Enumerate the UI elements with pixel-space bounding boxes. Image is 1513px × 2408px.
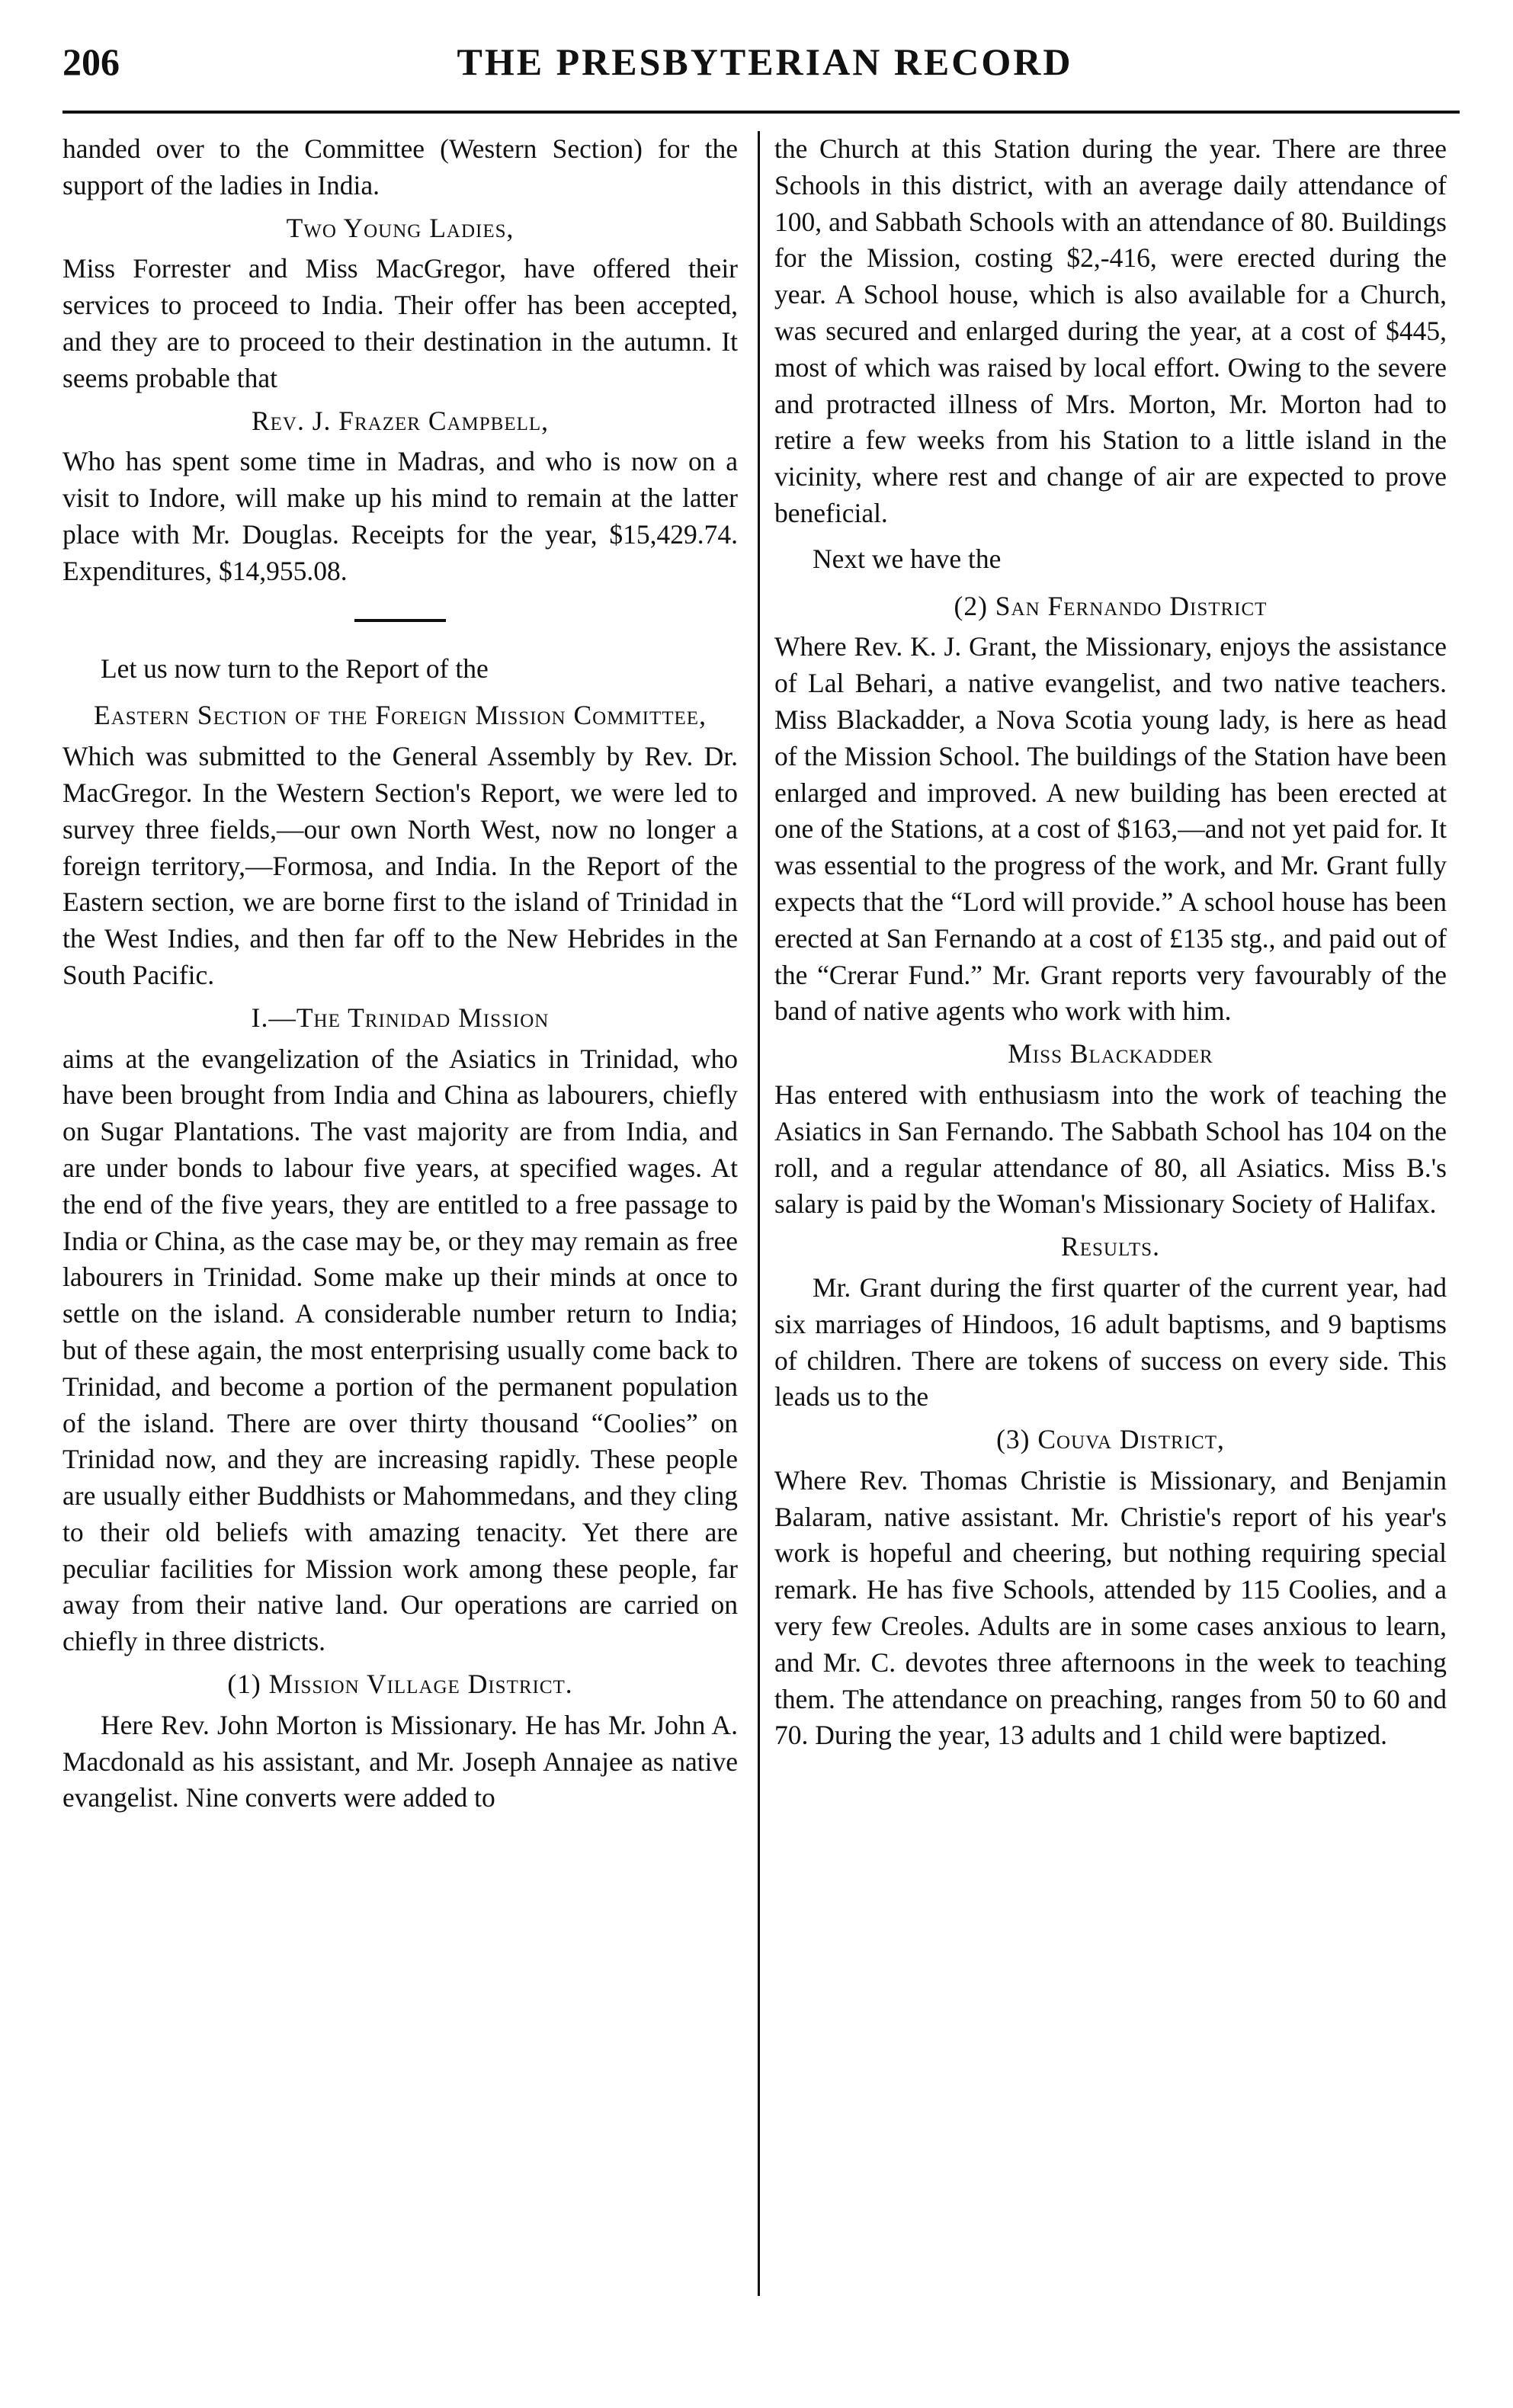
paragraph: Has entered with enthusiasm into the work of teaching the Asiatics in San Fernando. The Sabbath School has 104 on the roll, and a regular attendance of 80, all Asiatics. Miss B.'s salary is paid by the Woman's Missionary Society of Halifax. xyxy=(774,1079,1447,1220)
section-heading: Two Young Ladies, xyxy=(286,212,514,243)
section-heading: (1) Mission Village District. xyxy=(227,1669,573,1700)
paragraph: handed over to the Committee (Western Section) for the support of the ladies in India. xyxy=(63,133,738,200)
page-number: 206 xyxy=(63,40,120,83)
section-heading: (3) Couva District, xyxy=(996,1424,1225,1455)
header-rule xyxy=(63,111,1460,114)
left-column xyxy=(63,131,738,1816)
section-heading: Rev. J. Frazer Campbell, xyxy=(251,405,550,436)
right-column xyxy=(774,131,1447,1754)
lead-line: Next we have the xyxy=(813,543,1002,574)
section-heading: (2) San Fernando District xyxy=(954,590,1268,621)
lead-line: Let us now turn to the Report of the xyxy=(101,653,489,684)
paragraph: Where Rev. Thomas Christie is Missionary, and Benjamin Balaram, native assistant. Mr. Christie's report of his year's work is hopeful and cheering, but nothing requiring special remark. He has five Schools, attended by 115 Coolies, and a very few Creoles. Adults are in some cases anxious to learn, and Mr. C. devotes three afternoons in the week to teaching them. The attendance on preaching, ranges from 50 to 60 and 70. During the year, 13 adults and 1 child were baptized. xyxy=(774,1464,1447,1751)
section-divider xyxy=(354,619,446,622)
section-heading: Miss Blackadder xyxy=(1008,1038,1213,1069)
paragraph: Where Rev. K. J. Grant, the Missionary, enjoys the assistance of Lal Behari, a native evangelist, and two native teachers. Miss Blackadder, a Nova Scotia young lady, is here as head of the Mission School. The buildings of the Station have been enlarged and improved. A new building has been erected at one of the Stations, at a cost of $163,—and not yet paid for. It was essential to the progress of the work, and Mr. Grant fully expects that the “Lord will provide.” A school house has been erected at San Fernando at a cost of £135 stg., and paid out of the “Crerar Fund.” Mr. Grant reports very favourably of the band of native agents who work with him. xyxy=(774,631,1447,1027)
section-heading: Eastern Section of the Foreign Mission Committee, xyxy=(94,700,707,731)
paragraph: the Church at this Station during the year. There are three Schools in this district, with an average daily attendance of 100, and Sabbath Schools with an attendance of 80. Buildings for the Mission, costing $2,-416, were erected during the year. A School house, which is also available for a Church, was secured and enlarged during the year, at a cost of $445, most of which was raised by local effort. Owing to the severe and protracted illness of Mrs. Morton, Mr. Morton had to retire a few weeks from his Station to a little island in the vicinity, where rest and change of air are expected to prove beneficial. xyxy=(774,133,1447,528)
page-header xyxy=(63,40,1467,93)
paragraph: Miss Forrester and Miss MacGregor, have offered their services to proceed to India. Their offer has been accepted, and they are to proceed to their destination in the autumn. It seems probable that xyxy=(63,253,738,393)
section-heading: I.—The Trinidad Mission xyxy=(251,1002,550,1033)
paragraph: Which was submitted to the General Assembly by Rev. Dr. MacGregor. In the Western Section's Report, we were led to survey three fields,—our own North West, now no longer a foreign territory,—Formosa, and India. In the Report of the Eastern section, we are borne first to the island of Trinidad in the West Indies, and then far off to the New Hebrides in the South Pacific. xyxy=(63,741,738,990)
column-divider xyxy=(758,131,760,2296)
section-heading: Results. xyxy=(1061,1231,1160,1262)
paragraph: Who has spent some time in Madras, and who is now on a visit to Indore, will make up his mind to remain at the latter place with Mr. Douglas. Receipts for the year, $15,429.74. Expenditures, $14,955.08. xyxy=(63,446,738,586)
paragraph: Mr. Grant during the first quarter of the current year, had six marriages of Hindoos, 16 adult baptisms, and 9 baptisms of children. There are tokens of success on every side. This leads us to the xyxy=(774,1271,1447,1412)
paragraph: Here Rev. John Morton is Missionary. He has Mr. John A. Macdonald as his assistant, and Mr. Joseph Annajee as native evangelist. Nine converts were added to xyxy=(63,1709,738,1813)
journal-title: THE PRESBYTERIAN RECORD xyxy=(457,40,1073,83)
paragraph: aims at the evangelization of the Asiatics in Trinidad, who have been brought from India and China as labourers, chiefly on Sugar Plantations. The vast majority are from India, and are under bonds to labour five years, at specified wages. At the end of the five years, they are entitled to a free passage to India or China, as the case may be, or they may remain as free labourers in Trinidad. Some make up their minds at once to settle on the island. A considerable number return to India; but of these again, the most enterprising usually come back to Trinidad, and become a portion of the permanent population of the island. There are over thirty thousand “Coolies” on Trinidad now, and they are increasing rapidly. These people are usually either Buddhists or Mahommedans, and they cling to their old beliefs with amazing tenacity. Yet there are peculiar facilities for Mission work among these people, far away from their native land. Our operations are carried on chiefly in three districts. xyxy=(63,1043,738,1657)
